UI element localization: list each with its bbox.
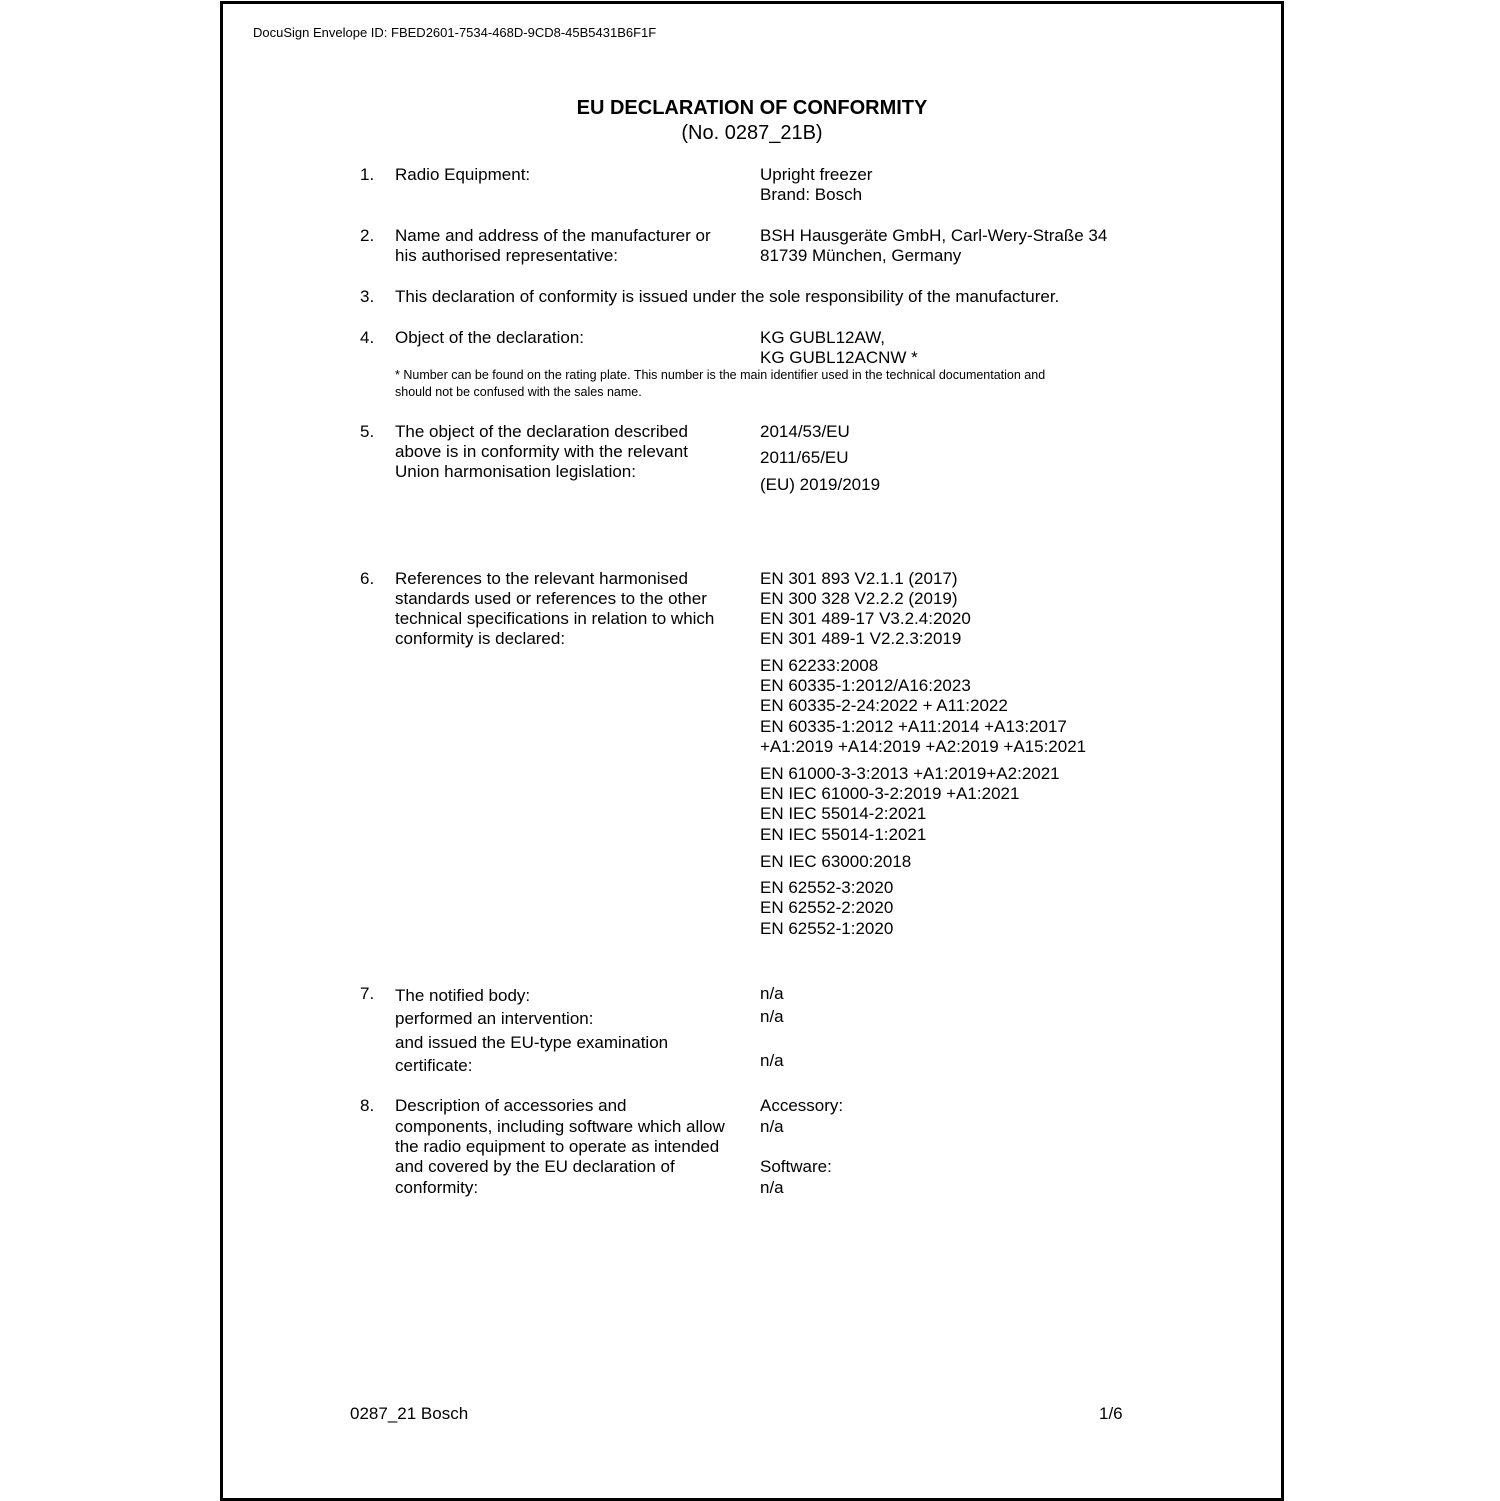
standard-ref: EN 62552-2:2020 xyxy=(760,898,894,917)
standard-ref: EN 62552-1:2020 xyxy=(760,919,894,938)
standard-ref: EN IEC 63000:2018 xyxy=(760,852,912,871)
section-number: 4. xyxy=(360,328,375,347)
section-label: the radio equipment to operate as intended xyxy=(395,1137,720,1156)
standard-ref: EN IEC 55014-2:2021 xyxy=(760,804,927,823)
document-page xyxy=(220,1,1284,1501)
section-label: The notified body: xyxy=(395,986,531,1005)
section-label: and covered by the EU declaration of xyxy=(395,1157,675,1176)
standard-ref: EN 60335-1:2012/A16:2023 xyxy=(760,676,971,695)
envelope-id: DocuSign Envelope ID: FBED2601-7534-468D-9CD8-45B5431B6F1F xyxy=(253,25,657,40)
section-label: Object of the declaration: xyxy=(395,328,585,347)
standard-ref: EN 60335-1:2012 +A11:2014 +A13:2017 xyxy=(760,717,1067,736)
page-title: EU DECLARATION OF CONFORMITY xyxy=(576,97,928,119)
section-label: technical specifications in relation to which xyxy=(395,609,715,628)
section-value: KG GUBL12AW, xyxy=(760,328,886,347)
footnote: should not be confused with the sales name. xyxy=(395,385,642,399)
standard-ref: EN 301 489-1 V2.2.3:2019 xyxy=(760,629,962,648)
standard-ref: EN 300 328 V2.2.2 (2019) xyxy=(760,589,958,608)
section-value: (EU) 2019/2019 xyxy=(760,475,881,494)
standard-ref: EN 301 489-17 V3.2.4:2020 xyxy=(760,609,971,628)
section-label: certificate: xyxy=(395,1056,473,1075)
section-label: Name and address of the manufacturer or xyxy=(395,226,711,245)
section-value: 81739 München, Germany xyxy=(760,246,962,265)
section-number: 6. xyxy=(360,569,375,588)
declaration-number: (No. 0287_21B) xyxy=(681,122,823,144)
section-value: n/a xyxy=(760,1051,784,1070)
standard-ref: EN 60335-2-24:2022 + A11:2022 xyxy=(760,696,1008,715)
section-label: Union harmonisation legislation: xyxy=(395,462,636,481)
section-value: n/a xyxy=(760,984,784,1003)
section-label: conformity: xyxy=(395,1178,479,1197)
section-value: n/a xyxy=(760,1117,784,1136)
section-value: Accessory: xyxy=(760,1096,844,1115)
section-number: 3. xyxy=(360,287,375,306)
standard-ref: EN 61000-3-3:2013 +A1:2019+A2:2021 xyxy=(760,764,1060,783)
section-value: n/a xyxy=(760,1007,784,1026)
section-label: standards used or references to the other xyxy=(395,589,707,608)
section-label: Description of accessories and xyxy=(395,1096,627,1115)
section-text: This declaration of conformity is issued under the sole responsibility of the manufacturer. xyxy=(395,287,1060,306)
standard-ref: +A1:2019 +A14:2019 +A2:2019 +A15:2021 xyxy=(760,737,1087,756)
section-value: Brand: Bosch xyxy=(760,185,863,204)
standard-ref: EN IEC 55014-1:2021 xyxy=(760,825,927,844)
standard-ref: EN 62233:2008 xyxy=(760,656,879,675)
section-value: 2014/53/EU xyxy=(760,422,850,441)
section-label: his authorised representative: xyxy=(395,246,619,265)
section-label: Radio Equipment: xyxy=(395,165,531,184)
section-label: References to the relevant harmonised xyxy=(395,569,688,588)
section-label: and issued the EU-type examination xyxy=(395,1033,669,1052)
section-label: conformity is declared: xyxy=(395,629,566,648)
section-value: Software: xyxy=(760,1157,832,1176)
standard-ref: EN 62552-3:2020 xyxy=(760,878,894,897)
section-label: above is in conformity with the relevant xyxy=(395,442,688,461)
section-number: 2. xyxy=(360,226,375,245)
section-number: 1. xyxy=(360,165,375,184)
section-value: n/a xyxy=(760,1178,784,1197)
section-number: 7. xyxy=(360,984,375,1003)
standard-ref: EN IEC 61000-3-2:2019 +A1:2021 xyxy=(760,784,1020,803)
section-label: components, including software which allow xyxy=(395,1117,725,1136)
section-label: The object of the declaration described xyxy=(395,422,688,441)
section-label: performed an intervention: xyxy=(395,1009,594,1028)
section-value: KG GUBL12ACNW * xyxy=(760,348,918,367)
section-number: 8. xyxy=(360,1096,375,1115)
section-value: BSH Hausgeräte GmbH, Carl-Wery-Straße 34 xyxy=(760,226,1108,245)
footnote: * Number can be found on the rating plate. This number is the main identifier used in the technical documentation and xyxy=(395,368,1046,382)
standard-ref: EN 301 893 V2.1.1 (2017) xyxy=(760,569,958,588)
footer-doc-ref: 0287_21 Bosch xyxy=(350,1404,469,1423)
section-value: 2011/65/EU xyxy=(760,448,849,467)
section-value: Upright freezer xyxy=(760,165,873,184)
section-number: 5. xyxy=(360,422,375,441)
page-number: 1/6 xyxy=(1099,1404,1123,1423)
